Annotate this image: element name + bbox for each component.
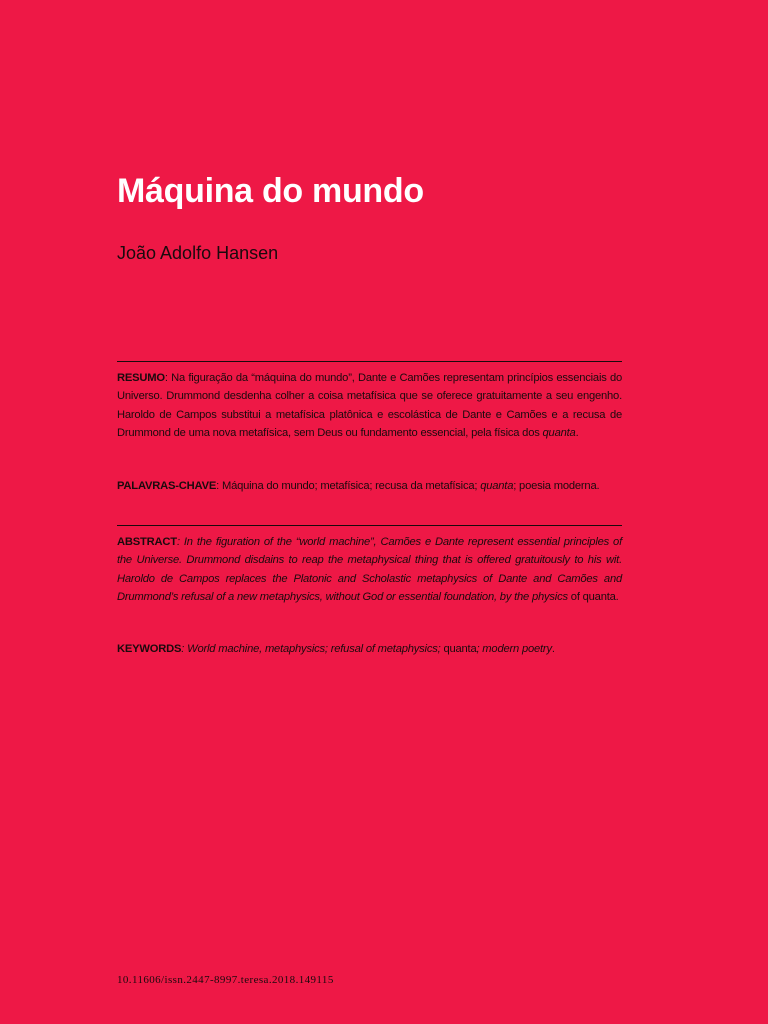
- keywords-period: .: [551, 643, 555, 655]
- keywords-paragraph: [117, 640, 622, 658]
- keywords-label: KEYWORDS: [117, 643, 182, 655]
- keywords-section: [117, 640, 622, 658]
- palavras-chave-text: : Máquina do mundo; metafísica; recusa da metafísica;: [216, 480, 481, 492]
- abstract-section: [117, 525, 622, 607]
- resumo-text: : Na figuração da “máquina do mundo”, Dante e Camões representam princípios essenciais do Universo. Drummond desdenha colher a coisa metafísica que se oferece gratuitamente a seu engenho. Haroldo de Campos substitui a metafísica platônica e escolástica de Dante e Camões e a recusa de Drummond de uma nova metafísica, sem Deus ou fundamento essencial, pela física dos: [117, 372, 622, 440]
- keywords-text-end: ; modern poetry: [476, 643, 552, 655]
- resumo-italic-term: quanta: [542, 427, 576, 440]
- abstract-roman-term: of quanta: [570, 591, 616, 604]
- palavras-chave-label: PALAVRAS-CHAVE: [117, 480, 217, 492]
- palavras-chave-end: ; poesia moderna.: [513, 480, 600, 492]
- doi-footer: 10.11606/issn.2447-8997.teresa.2018.149115: [117, 974, 334, 986]
- keywords-text: : World machine, metaphysics; refusal of metaphysics;: [181, 643, 444, 655]
- keywords-roman-term: quanta: [443, 643, 477, 655]
- section-divider: [117, 525, 622, 526]
- abstract-label: ABSTRACT: [117, 536, 177, 548]
- resumo-paragraph: [117, 369, 622, 443]
- section-divider: [117, 361, 622, 362]
- resumo-section: [117, 361, 622, 443]
- resumo-end: .: [575, 427, 579, 440]
- article-title: Máquina do mundo: [117, 172, 424, 210]
- palavras-chave-paragraph: [117, 477, 622, 495]
- abstract-text: : In the figuration of the “world machine”, Camões e Dante represent essential principles of the Universe. Drummond disdains to reap the metaphysical thing that is offered gratuitously to his wit. Haroldo de Campos replaces the Platonic and Scholastic metaphysics of Dante and Camões and Drummond’s refusal of a new metaphysics, without God or essential foundation, by the physics: [117, 536, 622, 604]
- abstract-end: .: [615, 591, 619, 604]
- abstract-paragraph: [117, 533, 622, 607]
- palavras-chave-section: [117, 477, 622, 495]
- article-author: João Adolfo Hansen: [117, 243, 279, 263]
- resumo-label: RESUMO: [117, 372, 165, 384]
- palavras-chave-italic-term: quanta: [480, 480, 514, 492]
